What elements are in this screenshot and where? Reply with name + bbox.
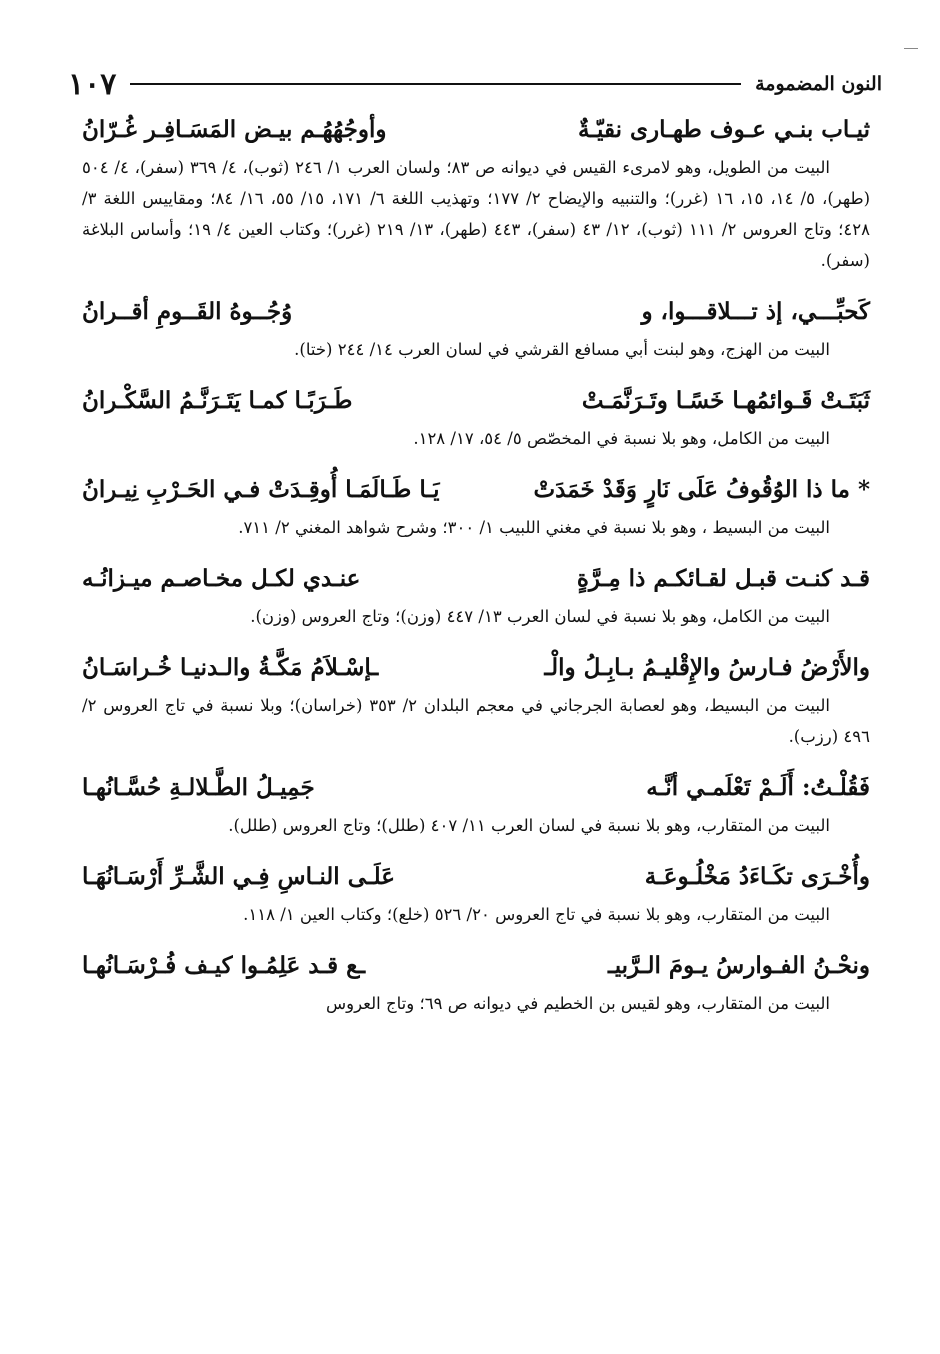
verse-line bbox=[82, 561, 870, 597]
verse-line bbox=[82, 770, 870, 806]
verse-second-hemistich: وأوجُهُهُـم بيـض المَسَـافِـر غُـرّانُ bbox=[82, 116, 387, 143]
verse-line bbox=[82, 650, 870, 686]
verse-line bbox=[82, 294, 870, 330]
verse-second-hemistich: يَـا طَـالَمَـا أُوقِـدَتْ فـي الحَـرْبِ نِيـرانُ bbox=[82, 476, 440, 503]
header-rule bbox=[130, 83, 741, 85]
verse-entry bbox=[82, 859, 870, 930]
verse-second-hemistich: وُجُــوهُ القَــومِ أقــرانُ bbox=[82, 298, 293, 325]
verse-first-hemistich: فَقُلْـتُ: أَلَـمْ تَعْلَمـي أنَّـه bbox=[646, 774, 870, 801]
verse-line bbox=[82, 112, 870, 148]
verse-line bbox=[82, 383, 870, 419]
verse-first-hemistich: ونحْـنُ الفـوارسُ يـومَ الـرَّبيـ bbox=[607, 952, 870, 979]
verse-second-hemistich: جَمِيـلُ الطَّـلالـةِ حُسَّـانُهـا bbox=[82, 774, 315, 801]
verse-line bbox=[82, 859, 870, 895]
corner-mark bbox=[904, 48, 918, 49]
verse-commentary: البيت من المتقارب، وهو بلا نسبة في تاج العروس ٢٠/ ٥٢٦ (خلع)؛ وكتاب العين ١/ ١١٨. bbox=[243, 905, 830, 924]
verse-first-hemistich: * ما ذا الوُقُوفُ عَلَى نَارٍ وَقَدْ خَمَدَتْ bbox=[533, 476, 870, 503]
verse-second-hemistich: ـإسْـلاَمُ مَكَّـةُ والـدنيـا خُـراسَـانُ bbox=[82, 654, 379, 681]
verse-entry bbox=[82, 948, 870, 1019]
page-header bbox=[68, 64, 882, 104]
verse-second-hemistich: عَلَـى النـاسِ فِـي الشَّـرِّ أَرْسَـانُهَـا bbox=[82, 863, 395, 890]
verse-first-hemistich: والأَرْضُ فـارسُ والإِقْليـمُ بـابِـلُ والْـ bbox=[544, 654, 870, 681]
verse-second-hemistich: عنـدي لكـل مخـاصـم ميـزانُـه bbox=[82, 565, 361, 592]
verse-entry bbox=[82, 294, 870, 365]
verse-commentary: البيت من المتقارب، وهو لقيس بن الخطيم في ديوانه ص ٦٩؛ وتاج العروس bbox=[325, 994, 830, 1013]
verse-commentary: البيت من المتقارب، وهو بلا نسبة في لسان العرب ١١/ ٤٠٧ (طلل)؛ وتاج العروس (طلل). bbox=[228, 816, 830, 835]
verse-first-hemistich: ثيـاب بنـي عـوف طهـارى نقيّـةٌ bbox=[577, 116, 870, 143]
verse-first-hemistich: كَحبِّـــي، إذ تـــلاقـــوا، و bbox=[641, 298, 870, 325]
verse-commentary: البيت من الطويل، وهو لامرىء القيس في ديوانه ص ٨٣؛ ولسان العرب ١/ ٢٤٦ (ثوب)، ٤/ ٣٦٩ (سفر)، ٤/ ٥٠٤ (طهر)، ٥/ ١٤، ١٥، ١٦ (غرر)؛ والتنبيه والإيضاح ٢/ ١٧٧؛ وتهذيب اللغة ٦/ ١٧١، ١٥/ ٥٥، ١٦/ ٨٤؛ ومقاييس اللغة ٣/ ٤٢٨؛ وتاج العروس ٢/ ١١١ (ثوب)، ١٢/ ٤٣ (سفر)، ٤٤٣ (طهر)، ١٣/ ٢١٩ (غرر)؛ وكتاب العين ٤/ ١٩؛ وأساس البلاغة (سفر). bbox=[82, 158, 871, 270]
verse-second-hemistich: طَـرَبًـا كمـا يَتَـرَنَّـمُ السَّكْـرانُ bbox=[82, 387, 353, 414]
verse-second-hemistich: ـع قـد عَلِمُـوا كيـف فُـرْسَـانُهـا bbox=[82, 952, 366, 979]
running-title: النون المضمومة bbox=[755, 73, 882, 95]
verse-line bbox=[82, 948, 870, 984]
verse-commentary: البيت من الهزج، وهو لبنت أبي مسافع القرشي في لسان العرب ١٤/ ٢٤٤ (ختا). bbox=[294, 340, 830, 359]
verse-line bbox=[82, 472, 870, 508]
verse-entry bbox=[82, 383, 870, 454]
verse-entry bbox=[82, 650, 870, 752]
verse-commentary: البيت من البسيط ، وهو بلا نسبة في مغني اللبيب ١/ ٣٠٠؛ وشرح شواهد المغني ٢/ ٧١١. bbox=[238, 518, 830, 537]
verse-entry bbox=[82, 561, 870, 632]
page-number: ١٠٧ bbox=[68, 66, 117, 102]
verse-entry bbox=[82, 472, 870, 543]
verse-first-hemistich: ثَبَتَـتْ قَـوائمُهـا خَسًـا وتَـرَنَّمَـتْ bbox=[581, 387, 870, 414]
verse-commentary: البيت من الكامل، وهو بلا نسبة في لسان العرب ١٣/ ٤٤٧ (وزن)؛ وتاج العروس (وزن). bbox=[250, 607, 830, 626]
verse-commentary: البيت من البسيط، وهو لعصابة الجرجاني في معجم البلدان ٢/ ٣٥٣ (خراسان)؛ وبلا نسبة في تاج العروس ٢/ ٤٩٦ (رزب). bbox=[82, 696, 870, 746]
verse-first-hemistich: وأُخْـرَى تكَـاءَدُ مَخْلُـوعَـة bbox=[644, 863, 870, 890]
verse-entry bbox=[82, 112, 870, 276]
page-content bbox=[82, 112, 870, 1037]
verse-first-hemistich: قـد كنـت قبـل لقـائكـم ذا مِـرَّةٍ bbox=[576, 565, 870, 592]
verse-entry bbox=[82, 770, 870, 841]
verse-commentary: البيت من الكامل، وهو بلا نسبة في المخصّص ٥/ ٥٤، ١٧/ ١٢٨. bbox=[413, 429, 830, 448]
